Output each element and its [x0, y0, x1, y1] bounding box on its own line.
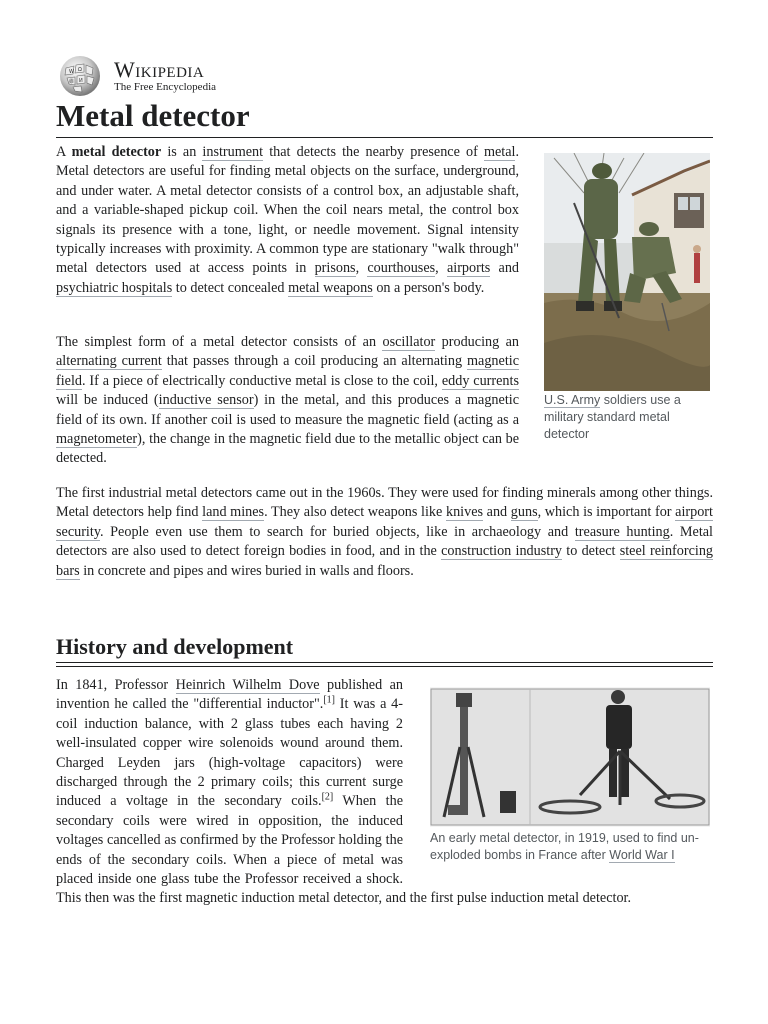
text: that detects the nearby presence of — [263, 144, 484, 160]
link-us-army[interactable]: U.S. Army — [544, 393, 601, 407]
reference-2[interactable]: [2] — [321, 791, 334, 803]
figure-caption — [544, 392, 710, 443]
svg-text:W: W — [69, 69, 74, 75]
link-knives[interactable]: knives — [445, 504, 484, 521]
link-metal-weapons[interactable]: metal weapons — [288, 279, 373, 296]
text: and — [490, 260, 520, 277]
link-construction-industry[interactable]: construction industry — [441, 543, 563, 560]
link-psychiatric-hospitals[interactable]: psychiatric hospitals — [56, 279, 173, 296]
link-metal[interactable]: metal — [483, 144, 516, 160]
link-treasure-hunting[interactable]: treasure hunting — [574, 523, 670, 540]
link-heinrich-wilhelm-dove[interactable]: Heinrich Wilhelm Dove — [175, 677, 320, 693]
text: The first industrial metal detectors came out in the 1960s. They were used for finding minerals among other things. Metal detectors help find — [56, 485, 713, 521]
svg-text:維: 維 — [69, 79, 75, 85]
text: published an invention he called the "differential inductor". — [56, 677, 403, 713]
svg-text:Ω: Ω — [78, 67, 82, 73]
text: . Metal detectors are also used to detect foreign bodies in food, and in the — [56, 523, 713, 560]
text: ) in the metal, and this produces a magnetic field of its own. If another coil is used to measure the magnetic field (acting as a — [56, 392, 519, 428]
text: The simplest form of a metal detector consists of an — [56, 334, 383, 350]
link-guns[interactable]: guns — [510, 504, 538, 521]
history-wrap — [56, 676, 713, 909]
section-heading-history: History and development — [56, 634, 294, 659]
text: on a person's body. — [372, 279, 485, 296]
link-magnetic-field[interactable]: magnetic field — [56, 353, 519, 389]
text: . If a piece of electrically conductive metal is close to the coil, — [82, 372, 442, 389]
text: and — [483, 504, 511, 521]
text: . They also detect weapons like — [264, 504, 446, 521]
link-oscillator[interactable]: oscillator — [382, 334, 436, 350]
wordmark-title: Wikipedia — [114, 57, 205, 82]
text: to detect — [562, 543, 620, 560]
text: In 1841, Professor — [56, 677, 176, 693]
link-eddy-currents[interactable]: eddy currents — [441, 372, 519, 389]
soldiers-photo[interactable] — [544, 153, 710, 391]
text: It was a 4-coil induction balance, with 2 glass tubes each having 2 well-insulated copper wire solenoids wound around them. Charged Leyden jars (high-voltage capacitors) were discharged through the 2 primary coils; this current surge induced a voltage in the secondary coils. — [56, 696, 403, 810]
text: . Metal detectors are useful for finding metal objects on the surface, underground, and under water. A metal detector consists of a control box, an adjustable shaft, and a variable-shaped pickup coil. When the coil nears metal, the control box signals its presence with a tone, light, or needle movement. Signal intensity typically increases with proximity. A common type are stationary "walk through" metal detectors used at access points in — [56, 144, 519, 277]
wikipedia-globe-icon — [56, 54, 104, 98]
text: When the secondary coils were wired in opposition, the induced voltages cancelled as confirmed by the Professor holding the ends of the secondary coils. When a piece of metal was placed inside one glass tube the Professor received a shock. This then was the first magnetic induction metal detector, and the first pulse induction metal detector. — [56, 793, 632, 907]
wikipedia-logo[interactable] — [56, 54, 216, 98]
page-title: Metal detector — [56, 98, 250, 133]
reference-1[interactable]: [1] — [323, 694, 335, 706]
title-rule — [56, 137, 713, 138]
text: is an — [161, 144, 203, 160]
text: in concrete and pipes and wires buried in walls and floors. — [79, 562, 414, 579]
section-rule — [56, 662, 713, 663]
text: , which is important for — [537, 504, 676, 521]
link-world-war-i[interactable]: World War I — [609, 848, 675, 862]
text: that passes through a coil producing an alternating — [161, 353, 467, 370]
text: , — [435, 260, 447, 277]
link-prisons[interactable]: prisons — [314, 260, 356, 277]
text: A — [56, 144, 72, 160]
text: producing an — [435, 334, 519, 350]
link-airports[interactable]: airports — [446, 260, 491, 277]
svg-text:И: И — [79, 78, 83, 84]
intro-paragraph-2 — [56, 333, 519, 469]
text: to detect concealed — [172, 279, 289, 296]
text: will be induced ( — [56, 392, 159, 409]
intro-paragraph-3 — [56, 484, 713, 581]
link-land-mines[interactable]: land mines — [202, 504, 265, 521]
intro-paragraph-1 — [56, 143, 519, 298]
link-airport-security[interactable]: airport security — [56, 504, 713, 540]
caption-text: An early metal detector, in 1919, used to find un-exploded bombs in France after — [430, 831, 699, 862]
text: ), the change in the magnetic field due to the metallic object can be detected. — [56, 431, 519, 467]
section-rule-2 — [56, 666, 713, 667]
link-magnetometer[interactable]: magnetometer — [56, 431, 138, 448]
link-inductive-sensor[interactable]: inductive sensor — [158, 392, 254, 409]
link-alternating-current[interactable]: alternating current — [56, 353, 162, 370]
text: . People even use them to search for buried objects, like in archaeology and — [100, 523, 575, 540]
link-courthouses[interactable]: courthouses — [367, 260, 436, 277]
link-instrument[interactable]: instrument — [202, 144, 264, 160]
bold-term: metal detector — [71, 144, 162, 160]
text: , — [355, 260, 368, 277]
float-spacer — [403, 676, 713, 888]
wordmark — [114, 59, 216, 93]
caption-text: soldiers use a military standard metal detector — [544, 393, 681, 441]
link-steel-reinforcing-bars[interactable]: steel reinforcing bars — [56, 543, 714, 579]
wordmark-tagline: The Free Encyclopedia — [114, 81, 217, 93]
figure-soldiers — [544, 153, 710, 443]
